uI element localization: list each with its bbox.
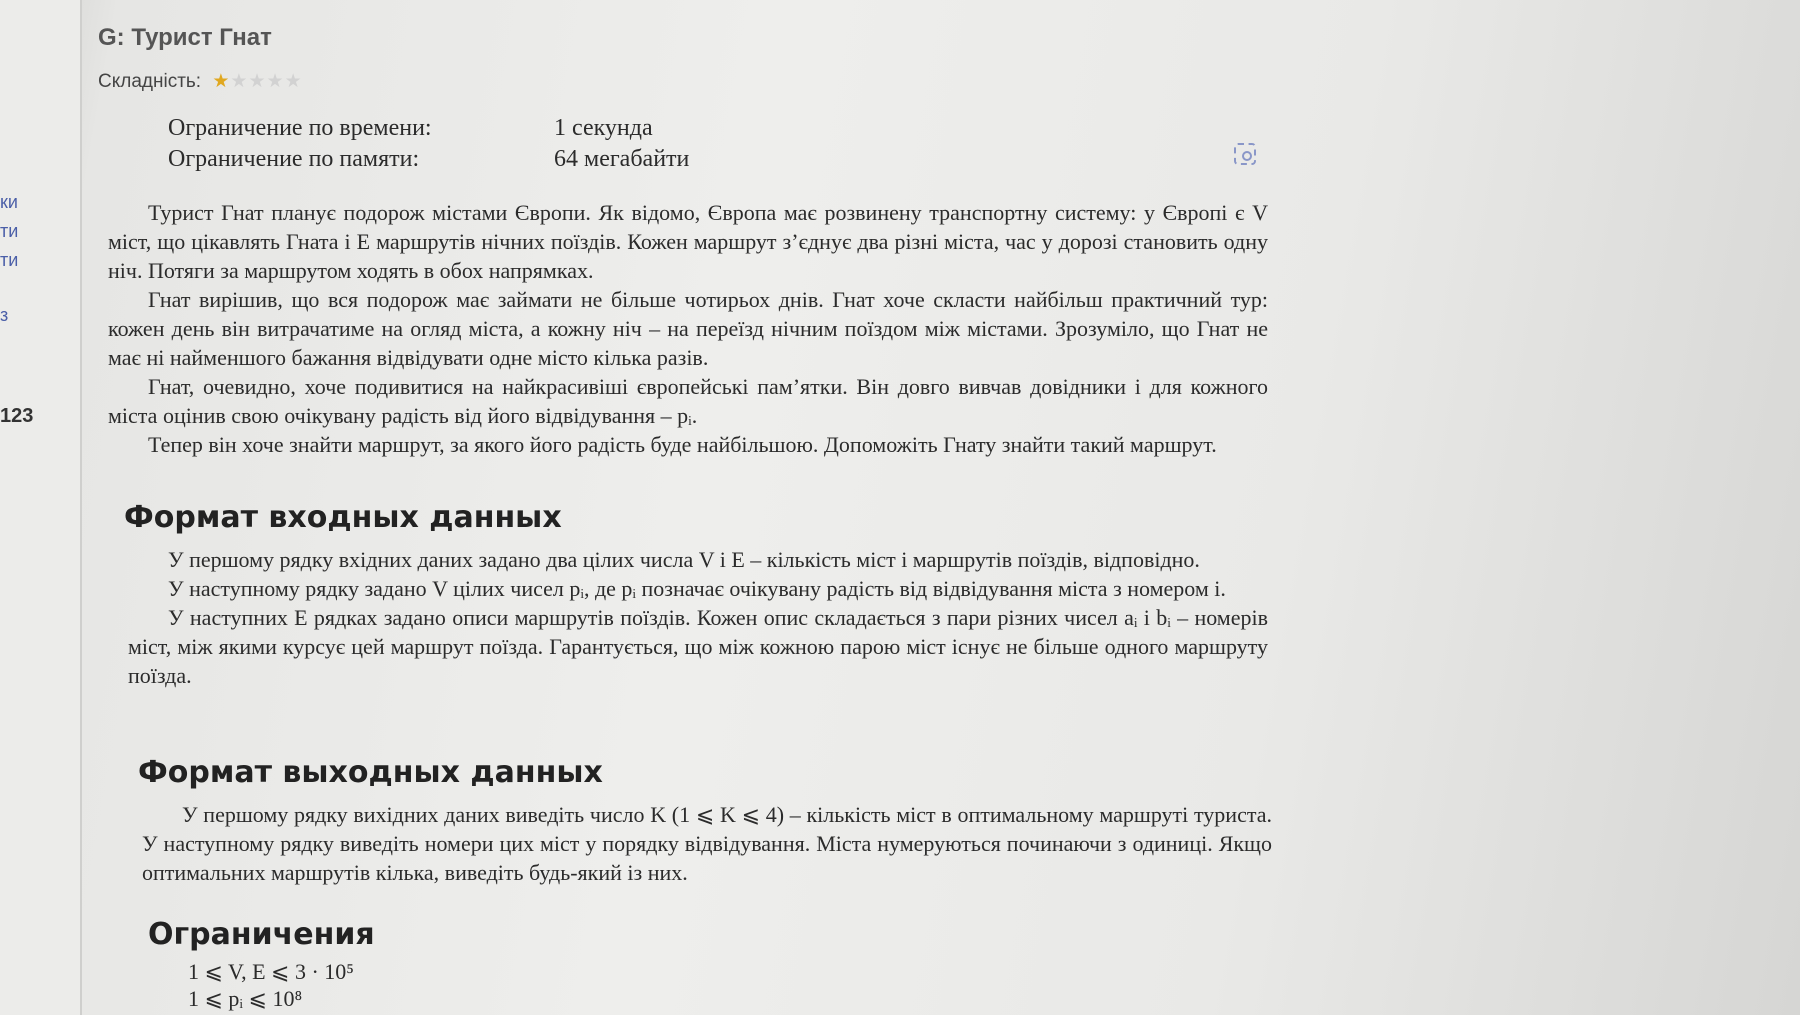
output-paragraph: У першому рядку вихідних даних виведіть число K (1 ⩽ K ⩽ 4) – кількість міст в оптимальному маршруті туриста. У наступному рядку виведіть номери цих міст у порядку відвідування. Міста нумеруються починаючи з одиниці. Якщо оптимальних маршрутів кілька, виведіть будь-який із них. (142, 802, 1272, 885)
memory-limit-label: Ограничение по памяти: (168, 146, 420, 172)
statement-paragraph: Гнат вирішив, що вся подорож має займати не більше чотирьох днів. Гнат хоче скласти найбільш практичний тур: кожен день він витрачатиме на огляд міста, а кожну ніч – на переїзд нічним поїздом між містами. Зрозуміло, що Гнат не має ні найменшого бажання відвідувати одне місто кілька разів. (108, 287, 1268, 370)
star-icon: ★ (248, 71, 267, 92)
input-paragraph: У наступних E рядках задано описи маршрутів поїздів. Кожен опис складається з пари різних чисел aᵢ і bᵢ – номерів міст, між якими курсує цей маршрут поїзда. Гарантується, що між кожною парою міст існує не більше одного маршруту поїзда. (128, 605, 1268, 688)
time-limit-label: Ограничение по времени: (168, 115, 432, 141)
input-paragraph: У наступному рядку задано V цілих чисел pᵢ, де pᵢ позначає очікувану радість від відвідування міста з номером i. (168, 576, 1226, 601)
star-icon: ★ (230, 71, 249, 92)
sidebar-item-number[interactable]: 123 (0, 405, 34, 427)
problem-panel (84, 0, 1784, 1015)
difficulty-stars (212, 71, 302, 92)
constraint-1: 1 ⩽ V, E ⩽ 3 · 10⁵ (188, 959, 354, 984)
fullscreen-icon[interactable] (1234, 143, 1256, 165)
sidebar (0, 0, 82, 1015)
sidebar-item-1[interactable]: ки (0, 192, 18, 212)
constraints-heading: Ограничения (148, 917, 375, 952)
constraint-2: 1 ⩽ pᵢ ⩽ 10⁸ (188, 986, 303, 1011)
statement-paragraph: Гнат, очевидно, хоче подивитися на найкрасивіші європейські пам’ятки. Він довго вивчав довідники і для кожного міста оцінив свою очікувану радість від його відвідування – pᵢ. (108, 374, 1268, 428)
statement (108, 198, 1268, 459)
problem-title: G: Турист Гнат (98, 24, 272, 51)
difficulty-row (98, 70, 303, 93)
time-limit-value: 1 секунда (554, 115, 653, 141)
input-format-heading: Формат входных данных (124, 500, 562, 535)
sidebar-item-2[interactable]: ти (0, 221, 19, 241)
statement-paragraph: Тепер він хоче знайти маршрут, за якого його радість буде найбільшою. Допоможіть Гнату знайти такий маршрут. (148, 432, 1217, 457)
statement-paragraph: Турист Гнат планує подорож містами Європи. Як відомо, Європа має розвинену транспортну систему: у Європі є V міст, що цікавлять Гната і E маршрутів нічних поїздів. Кожен маршрут з’єднує два різні міста, час у дорозі становить одну ніч. Потяги за маршрутом ходять в обох напрямках. (108, 200, 1268, 283)
star-icon: ★ (284, 71, 303, 92)
sidebar-item-3[interactable]: ти (0, 250, 19, 270)
input-format-text (128, 545, 1268, 690)
output-format-heading: Формат выходных данных (138, 755, 603, 790)
output-format-text (142, 800, 1272, 887)
memory-limit-value: 64 мегабайти (554, 146, 690, 172)
input-paragraph: У першому рядку вхідних даних задано два цілих числа V і E – кількість міст і маршрутів поїздів, відповідно. (168, 547, 1200, 572)
star-icon: ★ (212, 71, 231, 92)
sidebar-item-4[interactable]: з (0, 305, 9, 325)
star-icon: ★ (266, 71, 285, 92)
difficulty-label: Складність: (98, 71, 202, 92)
limits-table (168, 115, 689, 177)
